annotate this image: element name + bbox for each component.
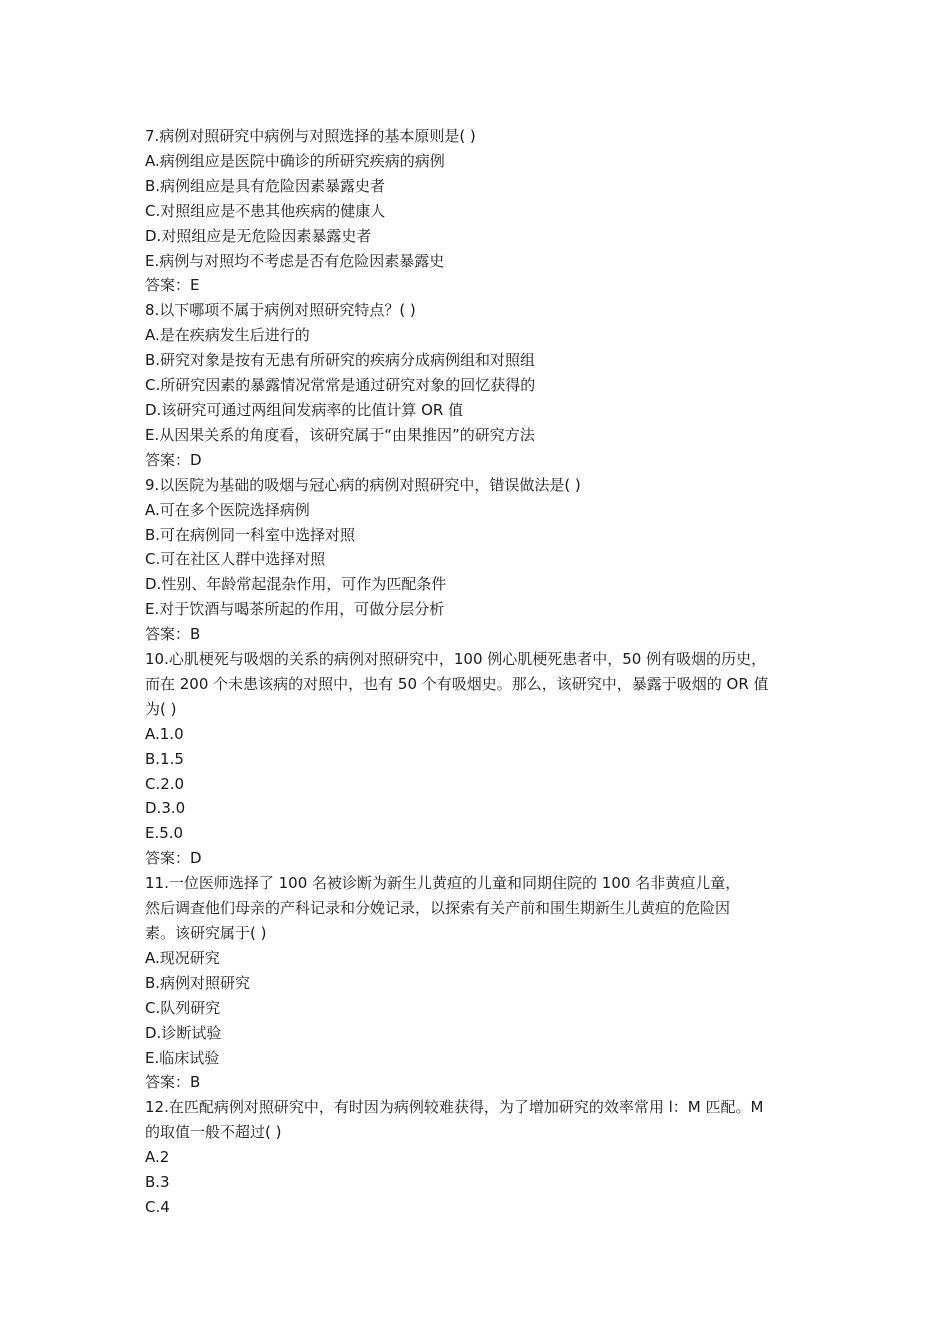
question-10-option-d: D.3.0 (145, 799, 186, 818)
question-10-option-b: B.1.5 (145, 749, 184, 768)
question-12-option-c: C.4 (145, 1197, 170, 1216)
question-11-option-c: C.队列研究 (145, 998, 221, 1017)
question-7-answer: 答案：E (145, 276, 200, 295)
question-11-option-e: E.临床试验 (145, 1048, 220, 1067)
question-12-option-b: B.3 (145, 1173, 170, 1192)
question-8-option-e: E.从因果关系的角度看，该研究属于“由果推因”的研究方法 (145, 425, 535, 444)
question-11-answer: 答案：B (145, 1073, 201, 1092)
question-10-answer: 答案：D (145, 849, 202, 868)
question-10-option-c: C.2.0 (145, 774, 185, 793)
question-11-option-d: D.诊断试验 (145, 1023, 222, 1042)
question-10-stem-line-1: 10.心肌梗死与吸烟的关系的病例对照研究中，100 例心肌梗死患者中，50 例有吸烟的历史， (145, 650, 767, 669)
question-9-option-e: E.对于饮酒与喝茶所起的作用，可做分层分析 (145, 600, 445, 619)
document-page (145, 124, 815, 1220)
question-10-stem-line-3: 为( ) (145, 699, 177, 718)
question-11-stem-line-3: 素。该研究属于( ) (145, 924, 267, 942)
question-10-stem-line-2: 而在 200 个未患该病的对照中，也有 50 个有吸烟史。那么，该研究中，暴露于吸烟的 OR 值 (145, 674, 769, 693)
question-10-option-e: E.5.0 (145, 824, 184, 843)
question-8-answer: 答案：D (145, 450, 202, 469)
question-10-option-a: A.1.0 (145, 724, 184, 743)
question-11-option-a: A.现况研究 (145, 948, 220, 967)
question-9-option-c: C.可在社区人群中选择对照 (145, 550, 326, 569)
question-11-option-b: B.病例对照研究 (145, 973, 251, 992)
question-8-stem: 8.以下哪项不属于病例对照研究特点？( ) (145, 301, 416, 320)
question-7-option-d: D.对照组应是无危险因素暴露史者 (145, 226, 372, 245)
question-7-option-e: E.病例与对照均不考虑是否有危险因素暴露史 (145, 251, 445, 270)
question-8-option-c: C.所研究因素的暴露情况常常是通过研究对象的回忆获得的 (145, 376, 536, 395)
question-8-option-a: A.是在疾病发生后进行的 (145, 326, 310, 345)
question-8-option-b: B.研究对象是按有无患有所研究的疾病分成病例组和对照组 (145, 351, 536, 370)
question-8-option-d: D.该研究可通过两组间发病率的比值计算 OR 值 (145, 400, 464, 419)
question-11-stem-line-2: 然后调查他们母亲的产科记录和分娩记录，以探索有关产前和围生期新生儿黄疸的危险因 (145, 899, 731, 918)
question-9-option-b: B.可在病例同一科室中选择对照 (145, 525, 356, 544)
question-11-stem-line-1: 11.一位医师选择了 100 名被诊断为新生儿黄疸的儿童和同期住院的 100 名非黄疸儿童， (145, 874, 741, 893)
question-12-stem-line-1: 12.在匹配病例对照研究中，有时因为病例较难获得，为了增加研究的效率常用 l：M 匹配。M (145, 1098, 764, 1117)
question-7-stem: 7.病例对照研究中病例与对照选择的基本原则是( ) (145, 127, 476, 145)
question-9-option-d: D.性别、年龄常起混杂作用，可作为匹配条件 (145, 575, 447, 594)
question-9-answer: 答案：B (145, 625, 201, 644)
question-12-stem-line-2: 的取值一般不超过( ) (145, 1123, 282, 1142)
question-7-option-b: B.病例组应是具有危险因素暴露史者 (145, 176, 386, 195)
question-9-option-a: A.可在多个医院选择病例 (145, 500, 310, 519)
question-7-option-c: C.对照组应是不患其他疾病的健康人 (145, 201, 386, 220)
question-9-stem: 9.以医院为基础的吸烟与冠心病的病例对照研究中，错误做法是( ) (145, 475, 581, 494)
question-7-option-a: A.病例组应是医院中确诊的所研究疾病的病例 (145, 151, 445, 170)
question-12-option-a: A.2 (145, 1148, 170, 1167)
